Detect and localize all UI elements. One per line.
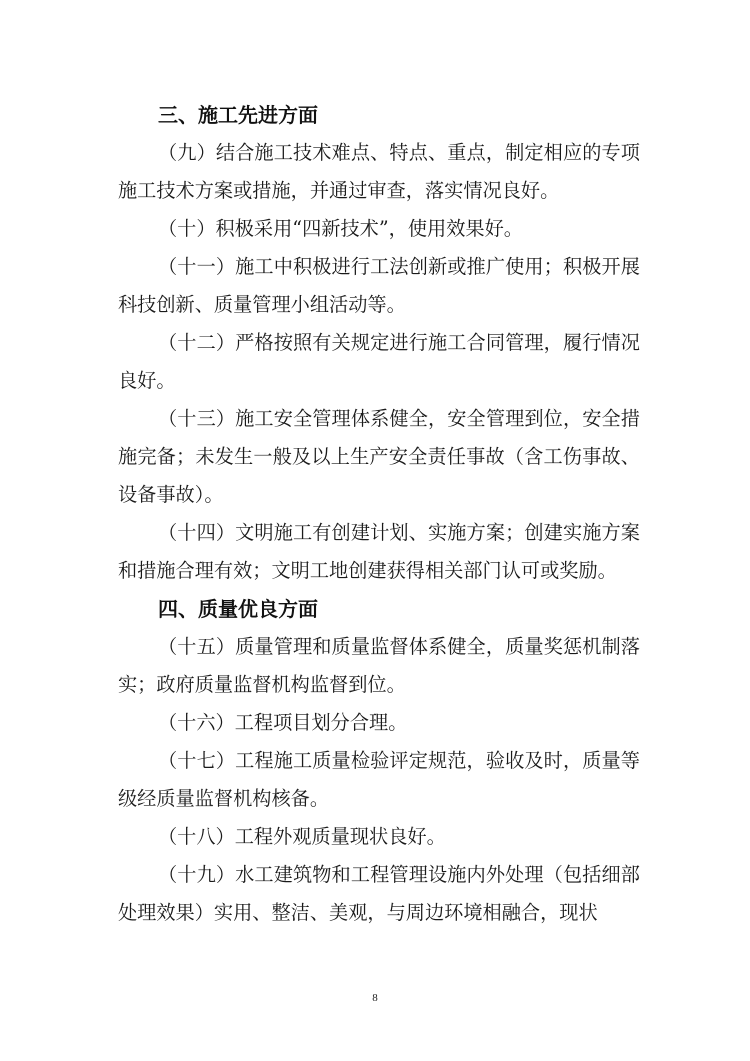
section-construction-advancement [118,96,640,590]
paragraph-item-10: （十）积极采用“四新技术”，使用效果好。 [158,217,523,240]
page-content [118,96,640,932]
paragraph-item-19: （十九）水工建筑物和工程管理设施内外处理（包括细部处理效果）实用、整洁、美观，与周边环境相融合，现状 [118,863,640,924]
paragraph-item-18: （十八）工程外观质量现状良好。 [158,825,446,848]
section-heading: 四、质量优良方面 [158,597,318,621]
paragraph-item-15: （十五）质量管理和质量监督体系健全，质量奖惩机制落实；政府质量监督机构监督到位。 [118,635,640,696]
section-quality-excellence [118,590,640,932]
paragraph-item-14: （十四）文明施工有创建计划、实施方案；创建实施方案和措施合理有效；文明工地创建获得相关部门认可或奖励。 [118,521,640,582]
paragraph-item-13: （十三）施工安全管理体系健全，安全管理到位，安全措施完备；未发生一般及以上生产安全责任事故（含工伤事故、设备事故）。 [118,407,640,506]
page-number: 8 [372,992,378,1004]
paragraph-item-12: （十二）严格按照有关规定进行施工合同管理，履行情况良好。 [118,331,640,392]
section-heading: 三、施工先进方面 [158,103,318,127]
paragraph-item-16: （十六）工程项目划分合理。 [158,711,408,734]
paragraph-item-11: （十一）施工中积极进行工法创新或推广使用；积极开展科技创新、质量管理小组活动等。 [118,255,640,316]
paragraph-item-17: （十七）工程施工质量检验评定规范，验收及时，质量等级经质量监督机构核备。 [118,749,640,810]
paragraph-item-9: （九）结合施工技术难点、特点、重点，制定相应的专项施工技术方案或措施，并通过审查，落实情况良好。 [118,141,640,202]
